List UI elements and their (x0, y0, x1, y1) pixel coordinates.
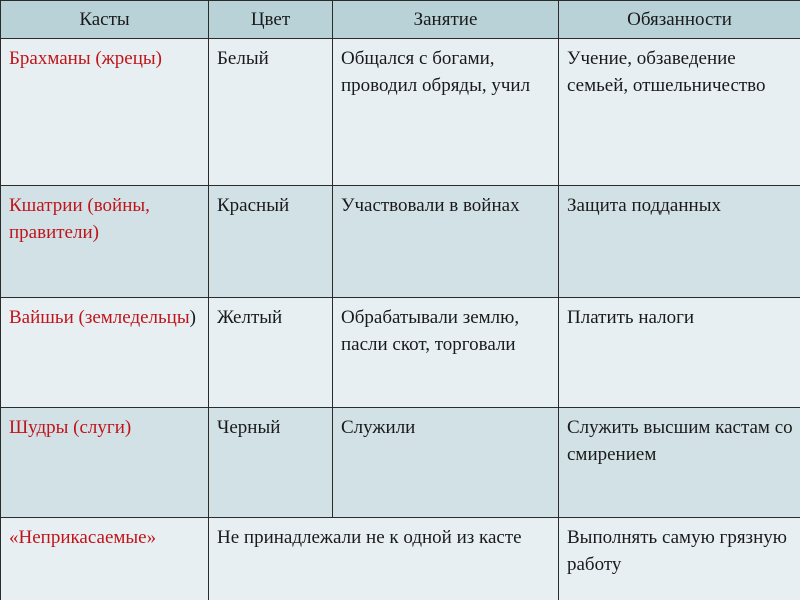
table-row-vaishyas (1, 298, 800, 408)
caste-label: Вайшьи (земледельцы (9, 307, 190, 328)
caste-label-suffix: ) (189, 307, 196, 328)
cell-caste: Брахманы (жрецы) (1, 39, 209, 186)
cell-caste: Кшатрии (войны, правители) (1, 186, 209, 298)
header-castes: Касты (1, 1, 209, 39)
cell-occupation: Участвовали в войнах (333, 186, 559, 298)
header-duties: Обязанности (559, 1, 800, 39)
header-occupation: Занятие (333, 1, 559, 39)
table-header-row (1, 1, 800, 39)
cell-caste (1, 298, 209, 408)
cell-duties: Служить высшим кастам со смирением (559, 408, 800, 518)
table-row-shudras (1, 408, 800, 518)
table-row-untouchables (1, 518, 800, 600)
table-row-kshatriyas (1, 186, 800, 298)
cell-color: Черный (209, 408, 333, 518)
cell-duties: Выполнять самую грязную работу (559, 518, 800, 600)
cell-duties: Учение, обзаведение семьей, отшельничество (559, 39, 800, 186)
table-row-brahmins (1, 39, 800, 186)
cell-caste: «Неприкасаемые» (1, 518, 209, 600)
header-color: Цвет (209, 1, 333, 39)
cell-color: Красный (209, 186, 333, 298)
cell-occupation: Общался с богами, проводил обряды, учил (333, 39, 559, 186)
cell-caste: Шудры (слуги) (1, 408, 209, 518)
cell-duties: Защита подданных (559, 186, 800, 298)
cell-color: Белый (209, 39, 333, 186)
cell-duties: Платить налоги (559, 298, 800, 408)
cell-color-occupation: Не принадлежали не к одной из касте (209, 518, 559, 600)
cell-occupation: Обрабатывали землю, пасли скот, торговали (333, 298, 559, 408)
cell-occupation: Служили (333, 408, 559, 518)
cell-color: Желтый (209, 298, 333, 408)
